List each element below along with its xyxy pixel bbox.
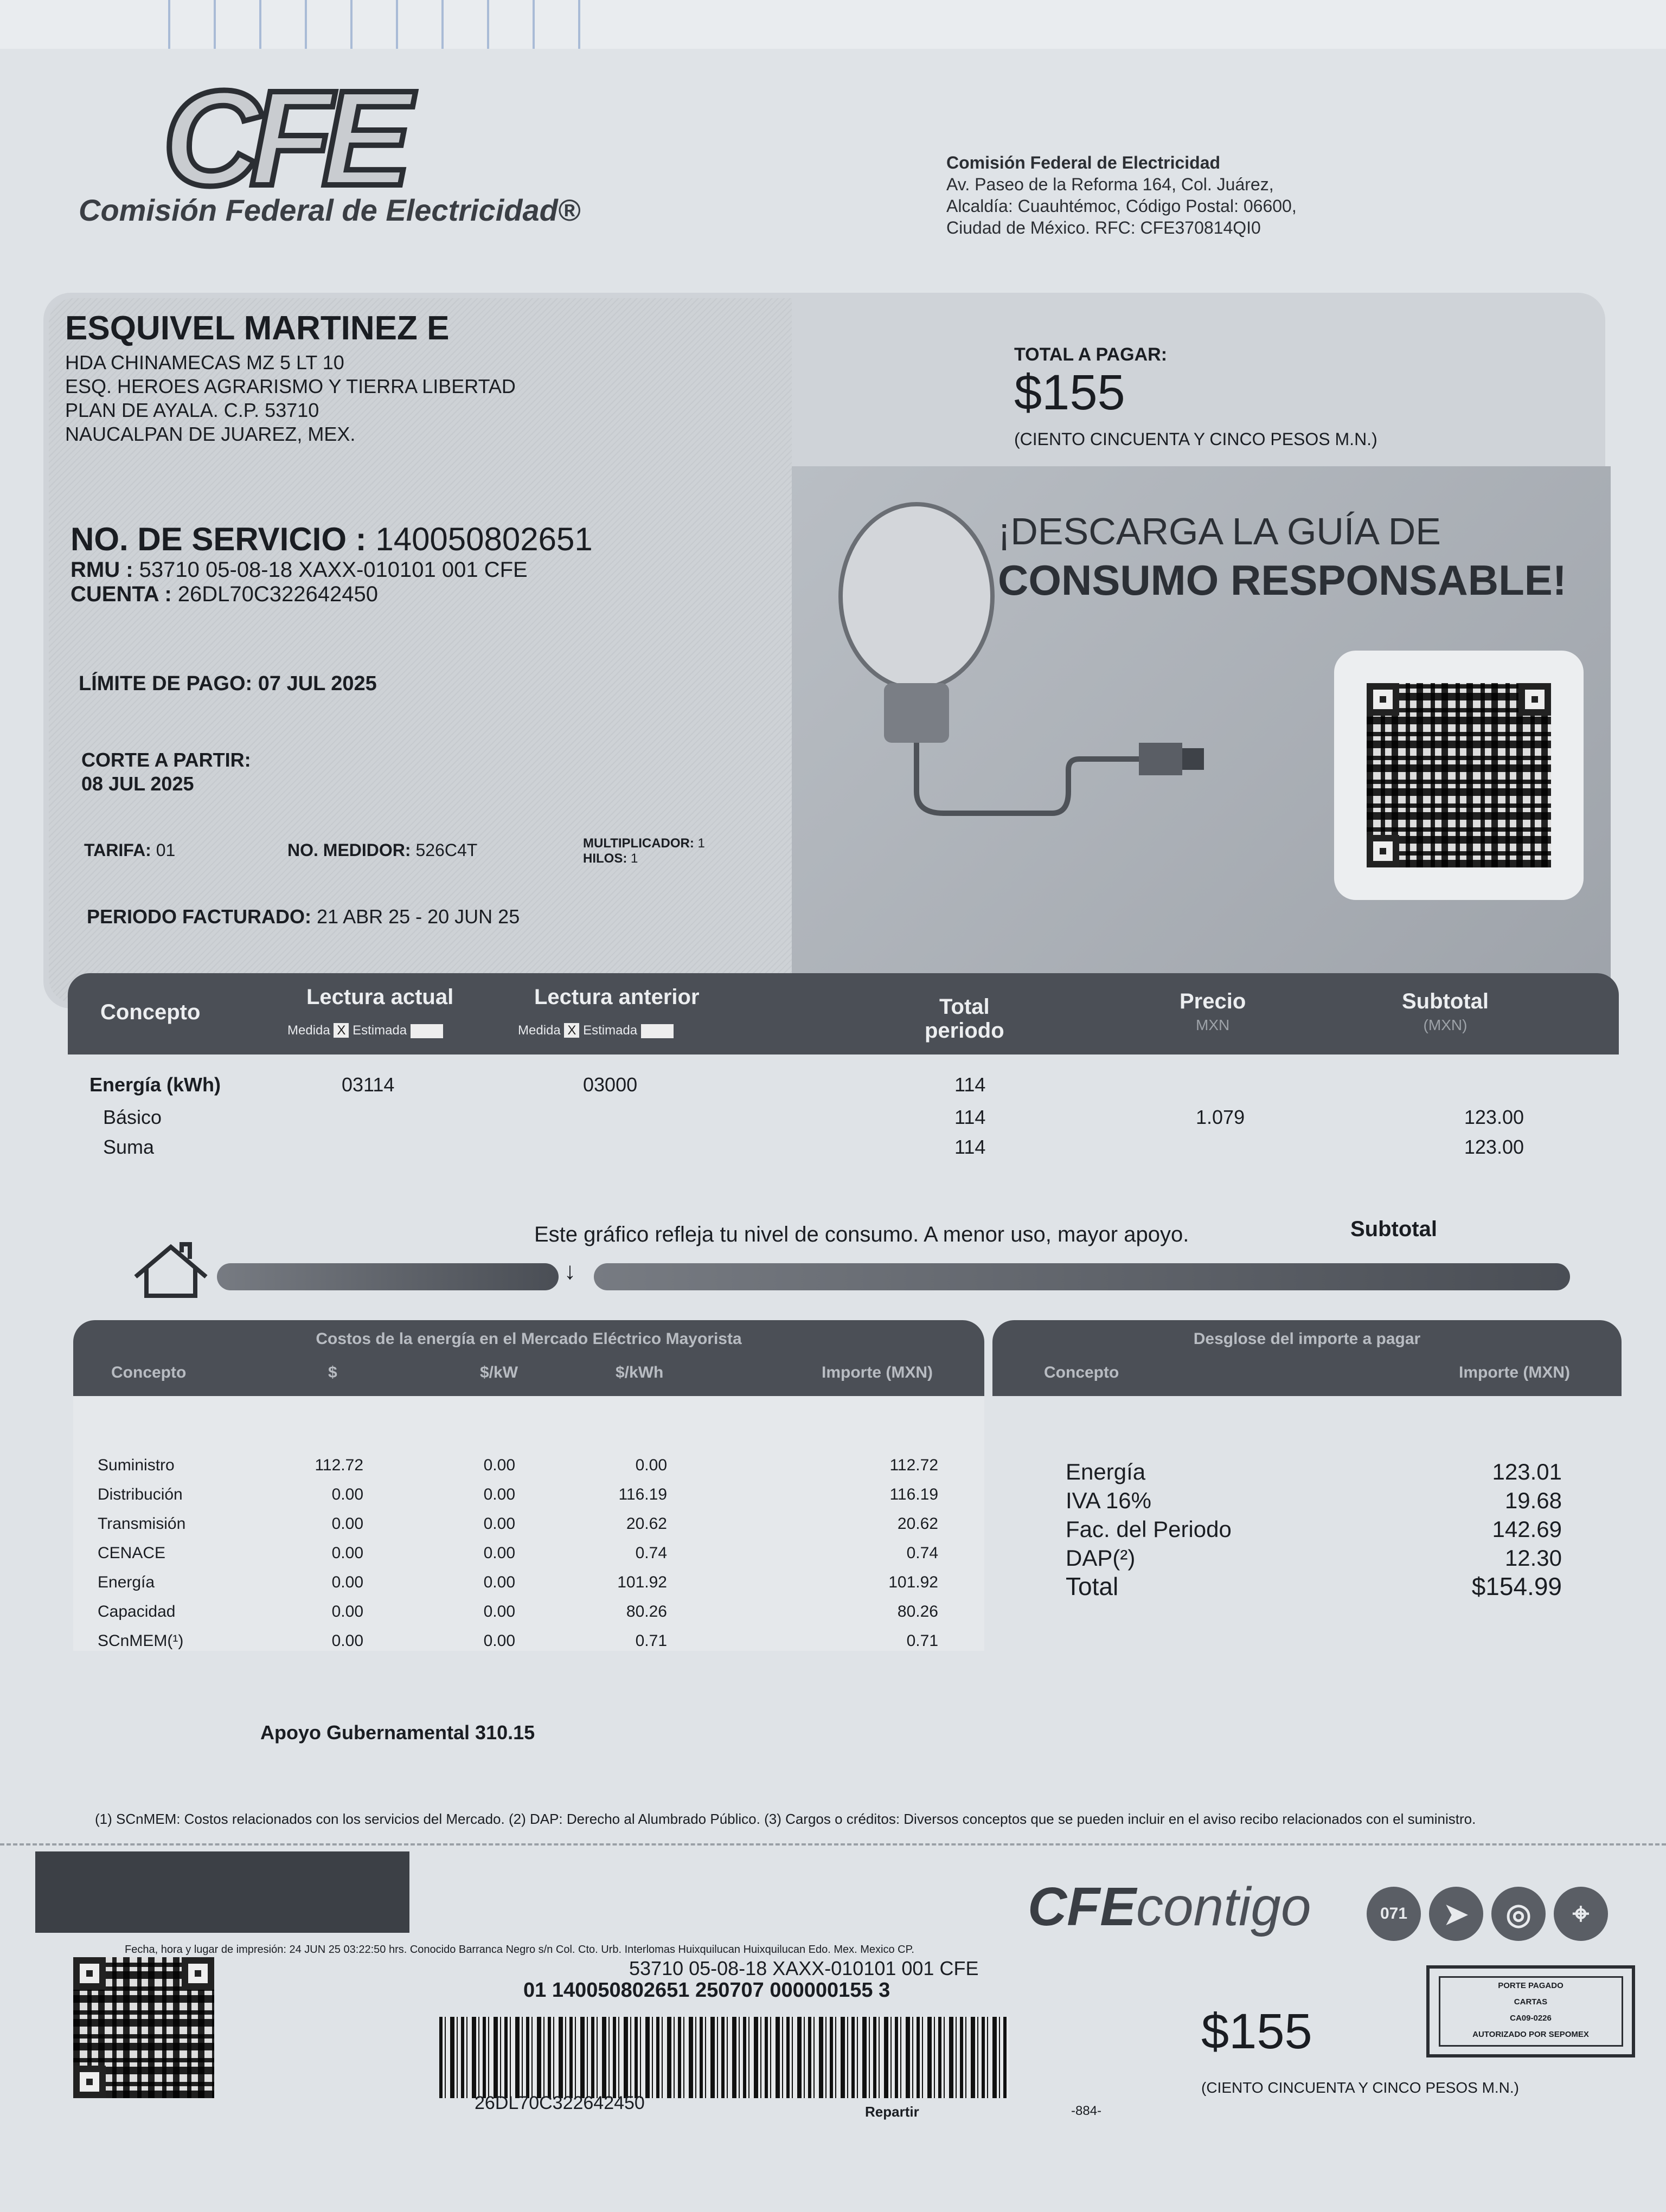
tear-line [0,1843,1666,1848]
redacted-block [35,1851,409,1933]
rmu-value: 53710 05-08-18 XAXX-010101 001 CFE [139,558,528,582]
market-row-distribucion [98,1486,183,1504]
cell-concepto: CENACE [98,1544,166,1562]
customer-name: ESQUIVEL MARTINEZ E [65,310,450,347]
breakdown-concepts [1066,1457,1232,1601]
cell-concepto: Suministro [98,1456,175,1474]
col-header: $ [328,1364,337,1381]
readings-table-header [68,973,1619,1054]
consumption-bar-left [217,1263,559,1290]
footnote: (1) SCnMEM: Costos relacionados con los servicios del Mercado. (2) DAP: Derecho al Alumbrado Público. (3) Cargos o créditos: Diversos conceptos que se pueden incluir en el aviso recibo relacionados con el suministro. [95,1811,1476,1827]
customer-address-line: HDA CHINAMECAS MZ 5 LT 10 [65,351,344,374]
tarifa-row [84,840,175,860]
cell-anterior: 03000 [583,1073,638,1096]
cell-importe: 101.92 [888,1573,938,1591]
promo-qr-code[interactable] [1367,683,1551,867]
location-icon[interactable]: ⌖ [1554,1887,1608,1941]
periodo-label: PERIODO FACTURADO: [87,905,311,928]
breakdown-title: Desglose del importe a pagar [1193,1330,1421,1348]
cell-peso: 0.00 [331,1486,363,1503]
limite-label: LÍMITE DE PAGO: [79,672,253,695]
promo-line1: ¡DESCARGA LA GUÍA DE [998,510,1441,552]
stub-qr-code[interactable] [73,1957,214,2098]
cell-importe: 0.74 [906,1544,938,1562]
cfe-contigo-a: CFE [1028,1876,1136,1937]
tarifa-label: TARIFA: [84,840,151,860]
anterior-medida-estimada [518,1023,674,1038]
medidor-label: NO. MEDIDOR: [287,840,411,860]
cell-kw: 0.00 [483,1515,515,1533]
app-icon[interactable]: ◎ [1491,1887,1546,1941]
cell-concepto: Distribución [98,1486,183,1503]
medidor-row [287,840,477,860]
cell-total: 114 [954,1136,986,1158]
stub-line2: 01 140050802651 250707 000000155 3 [523,1979,890,2002]
estimada-checkbox [411,1024,443,1038]
cell-kw: 0.00 [483,1573,515,1591]
market-row-suministro [98,1456,175,1475]
corte-label: CORTE A PARTIR: [81,749,251,771]
col-header: Concepto [111,1364,187,1381]
stub-amount-words: (CIENTO CINCUENTA Y CINCO PESOS M.N.) [1201,2079,1520,2096]
rmu-label: RMU : [71,558,133,582]
cell-concepto: Energía (kWh) [89,1073,221,1096]
col-header: $/kWh [616,1364,664,1381]
col-precio [1180,989,1246,1037]
cell-precio: 1.079 [1196,1106,1245,1128]
cell-peso: 0.00 [331,1603,363,1621]
estimada-label: Estimada [353,1023,407,1038]
col-total-periodo [925,995,1004,1043]
breakdown-concepto: Energía [1066,1459,1146,1484]
cell-concepto: Energía [98,1573,155,1591]
market-row-capacidad [98,1603,175,1621]
cell-concepto: Capacidad [98,1603,176,1621]
customer-block [65,309,770,446]
breakdown-concepto: Fac. del Periodo [1066,1516,1232,1542]
house-icon [130,1242,212,1301]
breakdown-concepto: Total [1066,1572,1119,1600]
cell-importe: 0.71 [906,1632,938,1650]
multiplicador-block [583,836,705,866]
breakdown-header [992,1320,1622,1396]
service-block [71,520,786,607]
cell-concepto: Transmisión [98,1515,186,1533]
estimada-label: Estimada [583,1023,638,1038]
total-words: (CIENTO CINCUENTA Y CINCO PESOS M.N.) [1014,429,1377,449]
medida-checkbox: X [334,1023,349,1038]
cell-peso: 0.00 [331,1632,363,1650]
total-block [1014,344,1556,449]
periodo-row [87,905,520,928]
cell-importe: 20.62 [897,1515,938,1533]
service-number-label: NO. DE SERVICIO : [71,521,367,557]
hilos-value: 1 [631,851,638,866]
market-row-energia [98,1573,155,1592]
service-number: 140050802651 [375,521,593,557]
hilos-label: HILOS: [583,851,627,866]
col-header: Importe (MXN) [1459,1364,1570,1381]
breakdown-importe: 123.01 [1492,1459,1562,1484]
promo-banner [792,466,1611,1008]
col-header: Importe (MXN) [822,1364,933,1381]
cell-kwh: 116.19 [618,1486,667,1503]
col-total-line1: Total [939,995,990,1019]
cell-concepto: Básico [103,1106,162,1128]
company-name: Comisión Federal de Electricidad [946,153,1221,172]
company-address-line: Alcaldía: Cuauhtémoc, Código Postal: 06600, [946,196,1297,216]
breakdown-importe: 19.68 [1504,1488,1562,1513]
medida-label: Medida [518,1023,561,1038]
limite-pago [79,672,377,696]
barcode-text: 26DL70C322642450 [475,2093,645,2113]
col-precio-line1: Precio [1180,989,1246,1013]
cell-kwh: 101.92 [617,1573,667,1591]
cell-kw: 0.00 [483,1632,515,1650]
porte-line: PORTE PAGADO [1498,1981,1564,1990]
col-header: $/kW [480,1364,518,1381]
cell-kwh: 0.71 [635,1632,667,1650]
cell-kw: 0.00 [483,1486,515,1503]
cfe-contigo-logo [1028,1876,1311,1938]
cell-importe: 116.19 [889,1486,938,1503]
estimada-checkbox [641,1024,674,1038]
customer-address-line: ESQ. HEROES AGRARISMO Y TIERRA LIBERTAD [65,375,516,397]
cell-total: 114 [954,1073,986,1096]
cell-kwh: 0.74 [635,1544,667,1562]
phone-071-icon[interactable]: 071 [1367,1887,1421,1941]
total-amount: $155 [1014,365,1125,420]
logo-subtitle: Comisión Federal de Electricidad® [79,193,581,227]
breakdown-concepto: DAP(²) [1066,1545,1136,1571]
tarifa-value: 01 [156,840,176,860]
payment-barcode [439,2017,1009,2098]
cell-kw: 0.00 [483,1456,515,1474]
medida-label: Medida [287,1023,330,1038]
col-header: Concepto [1044,1364,1119,1381]
consumption-marker-icon: ↓ [564,1258,576,1284]
breakdown-importe: 12.30 [1504,1545,1562,1571]
stub-amount: $155 [1201,2004,1312,2059]
cell-kw: 0.00 [483,1544,515,1562]
cell-kwh: 0.00 [635,1456,667,1474]
porte-pagado-box [1426,1965,1635,2057]
cell-importe: 112.72 [889,1456,938,1474]
actual-medida-estimada [287,1023,443,1038]
col-lectura-actual: Lectura actual [306,985,454,1009]
multiplicador-value: 1 [697,836,705,851]
company-address-line: Ciudad de México. RFC: CFE370814QI0 [946,218,1261,237]
total-label: TOTAL A PAGAR: [1014,344,1168,365]
company-address-block [946,152,1434,239]
cell-concepto: Suma [103,1136,155,1158]
customer-address-line: PLAN DE AYALA. C.P. 53710 [65,399,319,421]
corte-block [81,748,251,796]
breakdown-concepto: IVA 16% [1066,1488,1151,1513]
market-row-transmision [98,1515,185,1533]
company-address-line: Av. Paseo de la Reforma 164, Col. Juárez, [946,175,1274,194]
medidor-value: 526C4T [415,840,478,860]
reading-row-energia [89,1073,221,1096]
graph-caption: Este gráfico refleja tu nivel de consumo. A menor uso, mayor apoyo. [534,1223,1189,1246]
print-info: Fecha, hora y lugar de impresión: 24 JUN 25 03:22:50 hrs. Conocido Barranca Negro s/n Col. Cto. Urb. Interlomas Huixquilucan Huixquilucan Edo. Mex. Mexico CP. [125,1944,914,1956]
porte-line: CA09-0226 [1510,2014,1552,2023]
col-precio-line2: MXN [1196,1017,1230,1033]
cell-kw: 0.00 [483,1603,515,1621]
col-subtotal [1402,989,1489,1037]
limite-value: 07 JUL 2025 [258,672,377,695]
col-lectura-anterior: Lectura anterior [534,985,700,1009]
corte-value: 08 JUL 2025 [81,773,194,795]
cell-subtotal: 123.00 [1464,1136,1524,1158]
consumption-bar-right [594,1263,1570,1290]
apoyo-gubernamental: Apoyo Gubernamental 310.15 [260,1721,535,1744]
bill-page [0,49,1666,2212]
cell-peso: 0.00 [331,1515,363,1533]
market-row-scnmem [98,1632,183,1650]
cell-actual: 03114 [342,1073,395,1096]
customer-address-line: NAUCALPAN DE JUAREZ, MEX. [65,423,356,445]
repartir-label: Repartir [865,2104,919,2120]
col-subtotal-line2: (MXN) [1423,1017,1468,1033]
periodo-value: 21 ABR 25 - 20 JUN 25 [317,905,520,928]
cfe-logo: CFE [163,62,401,214]
cell-peso: 0.00 [331,1573,363,1591]
cell-subtotal: 123.00 [1464,1106,1524,1128]
stub-line1: 53710 05-08-18 XAXX-010101 001 CFE [629,1957,979,1979]
porte-line: CARTAS [1514,1997,1548,2007]
stub-code: -884- [1071,2104,1102,2118]
medida-checkbox: X [564,1023,579,1038]
market-row-cenace [98,1544,165,1562]
cell-peso: 112.72 [315,1456,363,1474]
col-subtotal-line1: Subtotal [1402,989,1489,1013]
telegram-icon[interactable]: ➤ [1429,1887,1483,1941]
market-costs-title: Costos de la energía en el Mercado Eléctrico Mayorista [316,1330,742,1348]
cell-total: 114 [954,1106,986,1128]
cell-peso: 0.00 [331,1544,363,1562]
multiplicador-label: MULTIPLICADOR: [583,836,694,851]
cell-concepto: SCnMEM(¹) [98,1632,184,1650]
cell-kwh: 20.62 [626,1515,667,1533]
breakdown-values [1388,1457,1562,1601]
cell-kwh: 80.26 [626,1603,667,1621]
cell-importe: 80.26 [897,1603,938,1621]
cuenta-value: 26DL70C322642450 [177,582,378,606]
graph-subtotal-label: Subtotal [1350,1217,1437,1241]
market-costs-header [73,1320,984,1396]
porte-line: AUTORIZADO POR SEPOMEX [1472,2030,1589,2039]
breakdown-importe: 142.69 [1492,1516,1562,1542]
promo-line2: CONSUMO RESPONSABLE! [998,556,1567,604]
col-concepto: Concepto [100,1000,201,1024]
cfe-contigo-b: contigo [1136,1876,1311,1937]
breakdown-importe: $154.99 [1471,1572,1562,1600]
col-total-line2: periodo [925,1019,1004,1043]
cuenta-label: CUENTA : [71,582,172,606]
